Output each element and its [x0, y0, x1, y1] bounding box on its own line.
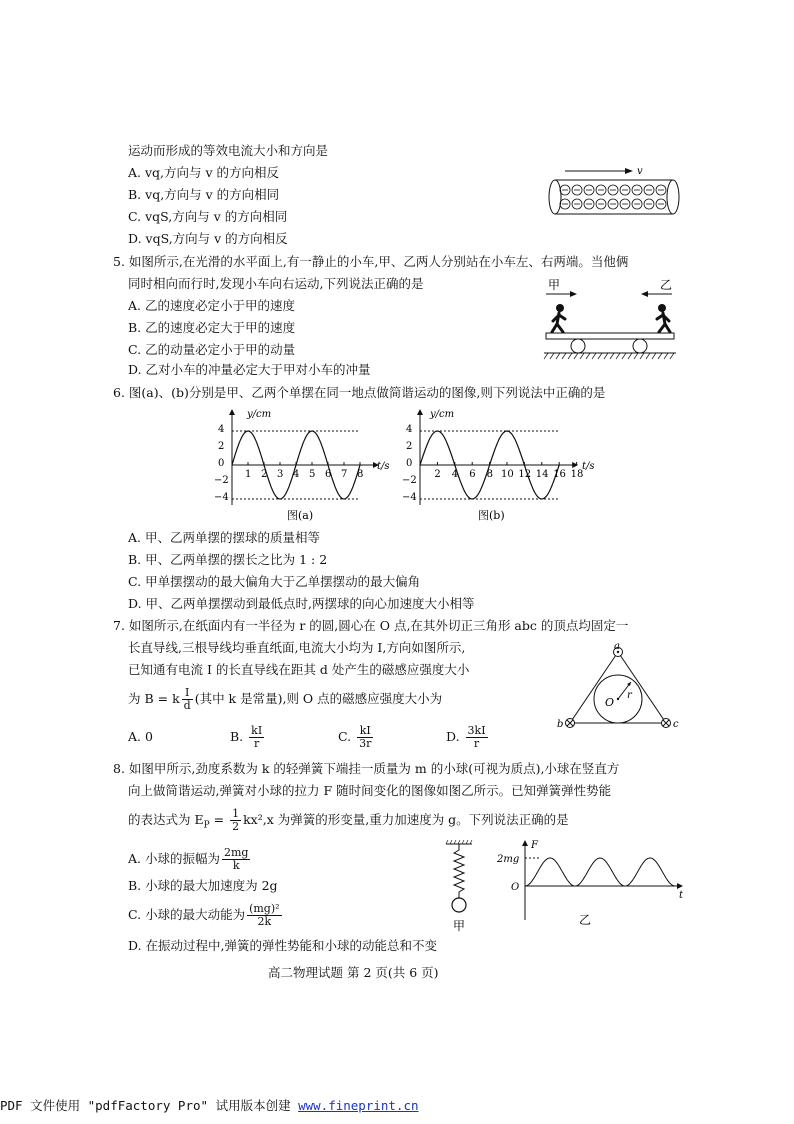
q4-stem-tail: 运动而形成的等效电流大小和方向是	[128, 143, 329, 158]
x-tick-label: 7	[341, 469, 348, 480]
ground-hatch	[574, 353, 578, 359]
q4-option-b: B. vq,方向与 v 的方向相同	[128, 187, 280, 202]
q8-opt-c: C. 小球的最大动能为 $\frac{\text{(mg)²}}{2k}$	[128, 902, 280, 928]
q6-option-b: B. 甲、乙两单摆的摆长之比为 1 : 2	[128, 552, 328, 567]
x-tick-label: 14	[535, 469, 549, 480]
x-tick-label: 4	[293, 469, 300, 480]
q4-conductor-figure	[545, 165, 685, 225]
q5-option-a: A. 乙的速度必定小于甲的速度	[128, 298, 295, 313]
q8-spring-figure	[440, 840, 480, 935]
ground-hatch	[634, 353, 638, 359]
q7-stem-line4-b: (其中 k 是常量),则 O 点的磁感应强度大小为	[194, 691, 443, 706]
q5-option-d: D. 乙对小车的冲量必定大于甲对小车的冲量	[128, 362, 371, 377]
q5-option-c: C. 乙的动量必定小于甲的动量	[128, 342, 296, 357]
q6b-ytick-m4: −4	[402, 492, 417, 503]
q8-graph-2mg: 2mg	[497, 854, 520, 865]
q4-v-label: v	[637, 166, 643, 177]
q6a-ytick-m2: −2	[214, 475, 229, 486]
q7-stem-line3: 已知通有电流 I 的长直导线在距其 d 处产生的磁感应强度大小	[128, 662, 470, 677]
q7-opt-d: D. $\frac{3kI}{r}$	[446, 724, 486, 750]
q8-label-yi: 乙	[579, 913, 592, 927]
x-tick-label: 16	[553, 469, 566, 480]
q7-stem-line4	[128, 684, 442, 714]
ground-hatch	[610, 353, 614, 359]
q5-option-b: B. 乙的速度必定大于甲的速度	[128, 320, 296, 335]
q6b-ytick-4: 4	[406, 424, 413, 435]
x-tick-label: 6	[325, 469, 332, 480]
q6-graph-a	[212, 405, 397, 525]
ground-hatch	[670, 353, 674, 359]
ground-hatch	[544, 353, 548, 359]
q4-option-a: A. vq,方向与 v 的方向相反	[128, 165, 280, 180]
q8-stem-line3: 的表达式为 $E_P$ = $\frac{1}{2}$ kx²,x 为弹簧的形变量,重力加速度为 g。下列说法正确的是	[128, 807, 569, 833]
ground-hatch	[580, 353, 584, 359]
y-axis-arrow	[417, 409, 423, 415]
q7-fraction-I-d: $\frac{I}{d}$	[183, 686, 191, 712]
x-tick-label: 5	[309, 469, 316, 480]
x-tick-label: 2	[261, 469, 268, 480]
ground-hatch	[628, 353, 632, 359]
x-tick-label: 3	[277, 469, 284, 480]
q8-graph-O: O	[511, 882, 520, 893]
pdf-notice	[0, 1096, 419, 1114]
q6-graph-b	[400, 405, 600, 525]
q7-stem-line4-a: 为 B = k	[128, 691, 180, 706]
q8-opt-d: D. 在振动过程中,弹簧的弹性势能和小球的动能总和不变	[128, 938, 437, 953]
x-tick-label: 8	[357, 469, 364, 480]
q5-label-yi: 乙	[660, 278, 673, 292]
ground-hatch	[556, 353, 560, 359]
q7-label-b: b	[557, 719, 564, 730]
q7-label-a: a	[614, 641, 620, 652]
q5-label-jia: 甲	[548, 278, 561, 292]
q6a-ytick-2: 2	[218, 441, 225, 452]
q8-label-jia: 甲	[453, 919, 466, 933]
x-tick-label: 1	[245, 469, 252, 480]
q6a-caption: 图(a)	[287, 509, 314, 522]
x-tick-label: 12	[518, 469, 532, 480]
ground-hatch	[598, 353, 602, 359]
q8-force-graph	[495, 838, 687, 938]
y-axis-arrow	[229, 409, 235, 415]
ground-hatch	[658, 353, 662, 359]
ground-hatch	[550, 353, 554, 359]
pdf-notice-text: PDF 文件使用 "pdfFactory Pro" 试用版本创建	[0, 1098, 299, 1113]
q6-option-a: A. 甲、乙两单摆的摆球的质量相等	[128, 530, 320, 545]
q7-opt-c: C. $\frac{kI}{3r}$	[338, 724, 372, 750]
x-tick-label: 8	[486, 469, 493, 480]
q5-stem-line2: 同时相向而行时,发现小车向右运动,下列说法正确的是	[128, 276, 424, 291]
q5-stem-line1: 5. 如图所示,在光滑的水平面上,有一静止的小车,甲、乙两人分别站在小车左、右两端。当他俩	[113, 254, 629, 269]
q6a-ytick-0: 0	[218, 458, 225, 469]
q7-opt-a: A. 0	[128, 729, 153, 744]
q8-stem-line1: 8. 如图甲所示,劲度系数为 k 的轻弹簧下端挂一质量为 m 的小球(可视为质点),小球在竖直方	[113, 761, 620, 776]
q6a-ytick-m4: −4	[214, 492, 229, 503]
q7-stem-line1: 7. 如图所示,在纸面内有一半径为 r 的圆,圆心在 O 点,在其外切正三角形 abc 的顶点均固定一	[113, 618, 629, 633]
q6b-ytick-2: 2	[406, 441, 413, 452]
q8-graph-t: t	[679, 890, 684, 901]
q8-stem-line2: 向上做简谐运动,弹簧对小球的拉力 F 随时间变化的图像如图乙所示。已知弹簧弹性势能	[128, 783, 612, 798]
person-right-icon	[657, 304, 670, 332]
ground-hatch	[664, 353, 668, 359]
q7-stem-line2: 长直导线,三根导线均垂直纸面,电流大小均为 I,方向如图所示,	[128, 640, 466, 655]
ground-hatch	[592, 353, 596, 359]
q6b-caption: 图(b)	[478, 509, 505, 522]
q6-option-c: C. 甲单摆摆动的最大偏角大于乙单摆摆动的最大偏角	[128, 574, 421, 589]
x-tick-label: 18	[570, 469, 584, 480]
q6b-xlabel: t/s	[582, 461, 595, 472]
q7-opt-b: B. $\frac{kI}{r}$	[230, 724, 263, 750]
ground-hatch	[616, 353, 620, 359]
person-left-icon	[552, 304, 565, 332]
q7-triangle-figure	[555, 640, 695, 735]
q6b-ytick-0: 0	[406, 458, 413, 469]
x-tick-label: 10	[501, 469, 514, 480]
q7-label-c: c	[673, 719, 679, 730]
q7-label-r: r	[627, 690, 632, 701]
q8-opt-a: A. 小球的振幅为 $\frac{2mg}{k}$	[128, 846, 249, 872]
ground-hatch	[586, 353, 590, 359]
x-tick-label: 4	[451, 469, 459, 480]
ground-hatch	[646, 353, 650, 359]
page-footer: 高二物理试题 第 2 页(共 6 页)	[268, 965, 439, 980]
q6a-ylabel: y/cm	[247, 409, 272, 420]
ground-hatch	[640, 353, 644, 359]
ground-hatch	[604, 353, 608, 359]
ground-hatch	[652, 353, 656, 359]
q6b-ylabel: y/cm	[430, 409, 455, 420]
q6b-ytick-m2: −2	[402, 475, 417, 486]
q5-cart-figure	[540, 276, 680, 362]
q6a-ytick-4: 4	[218, 424, 225, 435]
x-tick-label: 6	[469, 469, 476, 480]
q4-option-c: C. vqS,方向与 v 的方向相同	[128, 209, 288, 224]
ground-hatch	[562, 353, 566, 359]
q6-stem: 6. 图(a)、(b)分别是甲、乙两个单摆在同一地点做简谐运动的图像,则下列说法中正确的是	[113, 385, 606, 400]
q6-option-d: D. 甲、乙两单摆摆动到最低点时,两摆球的向心加速度大小相等	[128, 596, 475, 611]
x-axis-arrow	[572, 462, 578, 468]
q8-opt-b: B. 小球的最大加速度为 2g	[128, 878, 278, 893]
ground-hatch	[568, 353, 572, 359]
q4-option-d: D. vqS,方向与 v 的方向相反	[128, 231, 288, 246]
q6a-xlabel: t/s	[377, 461, 390, 472]
ground-hatch	[622, 353, 626, 359]
x-tick-label: 2	[434, 469, 441, 480]
q8-graph-F: F	[531, 840, 538, 851]
fineprint-link[interactable]: www.fineprint.cn	[298, 1098, 419, 1113]
q7-label-O: O	[605, 696, 615, 709]
